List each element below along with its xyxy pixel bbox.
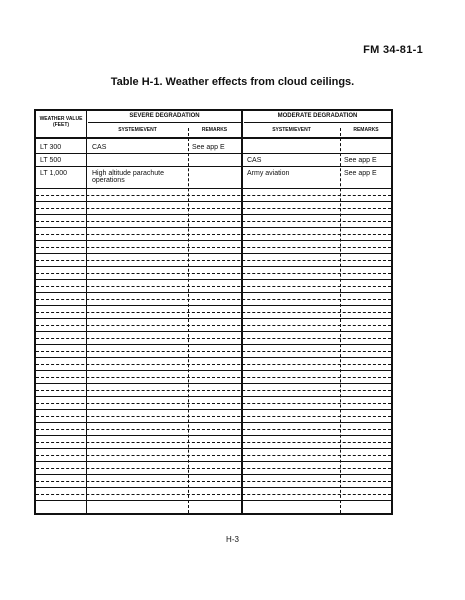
- row-rule: [36, 305, 391, 306]
- row-rule-dashed: [36, 455, 391, 456]
- row-rule-dashed: [36, 325, 391, 326]
- row-rule: [36, 253, 391, 254]
- row-rule: [36, 318, 391, 319]
- row-rule-dashed: [36, 416, 391, 417]
- header-moderate-group: [244, 113, 391, 119]
- row-rule: [36, 396, 391, 397]
- row-rule: [36, 201, 391, 202]
- weather-effects-table: [34, 109, 393, 515]
- row-rule: [36, 153, 391, 154]
- row-rule: [36, 500, 391, 501]
- row-rule-dashed: [36, 299, 391, 300]
- header-moderate-system-event: SYSTEM/EVENT: [272, 127, 311, 133]
- row-rule: [36, 266, 391, 267]
- header-severe-remarks: REMARKS: [201, 127, 228, 133]
- row-3-severe-system: High altitude parachute operations: [92, 170, 164, 184]
- row-3-moderate-system: Army aviation: [247, 170, 290, 177]
- row-rule: [36, 383, 391, 384]
- row-rule-dashed: [36, 442, 391, 443]
- row-3-weather: LT 1,000: [40, 170, 67, 177]
- row-rule-dashed: [36, 403, 391, 404]
- row-rule: [36, 448, 391, 449]
- header-severe-group: [88, 113, 241, 119]
- header-moderate-remarks: REMARKS: [353, 127, 379, 133]
- header-moderate-rule: [244, 122, 391, 123]
- page-number: H-3: [226, 535, 239, 544]
- row-rule-dashed: [36, 234, 391, 235]
- row-rule: [36, 357, 391, 358]
- row-rule-dashed: [36, 260, 391, 261]
- row-2-weather: LT 500: [40, 157, 62, 164]
- row-rule: [36, 292, 391, 293]
- row-rule-dashed: [36, 364, 391, 365]
- header-severe-degradation: SEVERE DEGRADATION: [129, 113, 200, 119]
- header-moderate-degradation: MODERATE DEGRADATION: [277, 113, 358, 119]
- document-id: FM 34-81-1: [363, 44, 423, 56]
- row-rule: [36, 188, 391, 189]
- row-rule: [36, 422, 391, 423]
- row-rule: [36, 240, 391, 241]
- row-rule-dashed: [36, 468, 391, 469]
- row-2-moderate-remarks: See app E: [344, 157, 377, 164]
- row-rule-dashed: [36, 377, 391, 378]
- row-rule: [36, 435, 391, 436]
- row-rule: [36, 409, 391, 410]
- row-rule-dashed: [36, 221, 391, 222]
- row-rule: [36, 214, 391, 215]
- row-rule-dashed: [36, 247, 391, 248]
- header-severe-system-event: SYSTEM/EVENT: [118, 127, 157, 133]
- row-rule-dashed: [36, 286, 391, 287]
- row-rule: [36, 344, 391, 345]
- row-3-moderate-remarks: See app E: [344, 170, 377, 177]
- row-rule: [36, 487, 391, 488]
- row-rule-dashed: [36, 481, 391, 482]
- row-rule-dashed: [36, 312, 391, 313]
- row-rule-dashed: [36, 338, 391, 339]
- header-severe-rule: [88, 122, 241, 123]
- row-1-severe-system: CAS: [92, 144, 107, 151]
- row-rule: [36, 331, 391, 332]
- row-rule-dashed: [36, 195, 391, 196]
- row-rule-dashed: [36, 494, 391, 495]
- row-rule-dashed: [36, 208, 391, 209]
- table-title: Table H-1. Weather effects from cloud ceilings.: [110, 76, 355, 88]
- row-2-moderate-system: CAS: [247, 157, 262, 164]
- row-rule-dashed: [36, 390, 391, 391]
- row-rule-dashed: [36, 273, 391, 274]
- row-rule: [36, 461, 391, 462]
- row-rule: [36, 227, 391, 228]
- table-header: [36, 111, 391, 139]
- row-rule: [36, 279, 391, 280]
- header-weather-value: WEATHER VALUE (FEET): [39, 116, 83, 128]
- row-1-severe-remarks: See app E: [192, 144, 225, 151]
- row-rule: [36, 474, 391, 475]
- row-rule-dashed: [36, 429, 391, 430]
- row-1-weather: LT 300: [40, 144, 62, 151]
- row-rule-dashed: [36, 351, 391, 352]
- row-rule: [36, 166, 391, 167]
- row-rule: [36, 370, 391, 371]
